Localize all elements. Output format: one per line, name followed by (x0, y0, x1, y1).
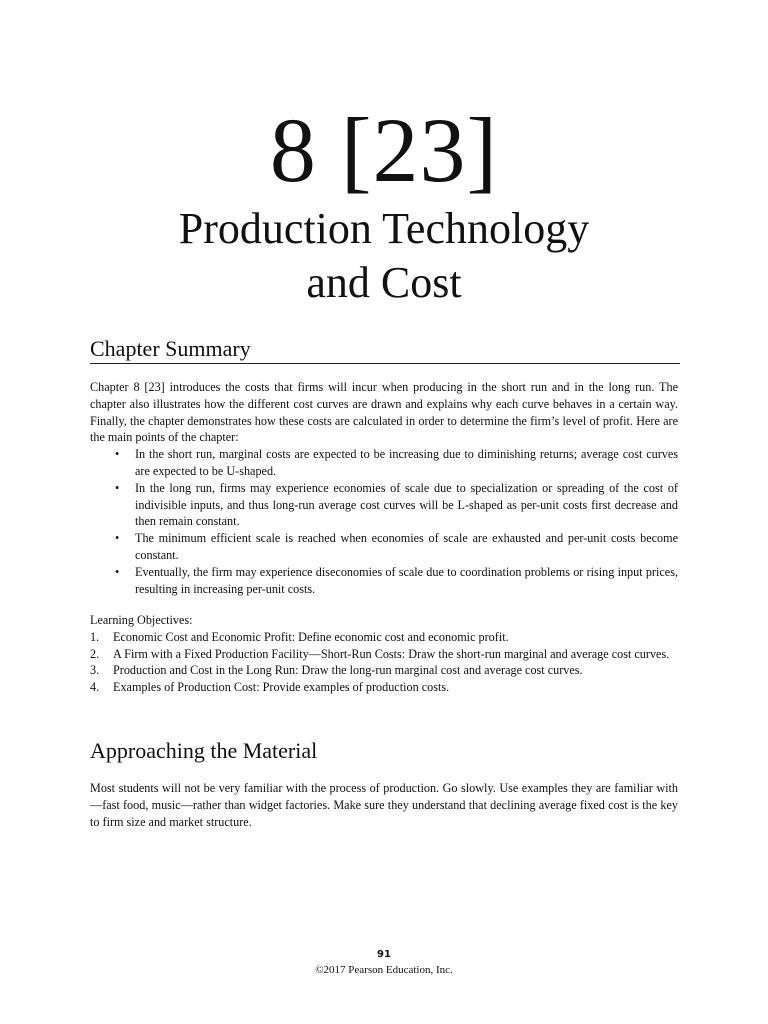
bullet-icon: • (115, 480, 120, 495)
chapter-title (0, 202, 768, 310)
bullet-icon: • (115, 564, 120, 579)
chapter-number: 8 [23] (269, 99, 499, 201)
learning-objectives-section (90, 612, 678, 696)
learning-objective-item (90, 629, 678, 646)
learning-objective-number: 3. (90, 663, 100, 678)
chapter-summary-heading: Chapter Summary (90, 336, 680, 364)
learning-objective-number: 2. (90, 646, 100, 661)
learning-objective-item (90, 662, 678, 679)
summary-point-text: Eventually, the firm may experience diseconomies of scale due to coordination problems or rising input prices, resulting in increasing per-unit costs. (135, 564, 678, 596)
bullet-icon: • (115, 531, 120, 546)
learning-objective-number: 4. (90, 680, 100, 695)
learning-objectives-heading: Learning Objectives: (90, 613, 193, 627)
learning-objective-text: Economic Cost and Economic Profit: Define economic cost and economic profit. (113, 629, 509, 644)
summary-point-text: In the short run, marginal costs are expected to be increasing due to diminishing returns; average cost curves are expected to be U-shaped. (135, 447, 678, 478)
learning-objective-text: Examples of Production Cost: Provide examples of production costs. (113, 680, 450, 695)
summary-point (90, 530, 678, 564)
learning-objective-item (90, 679, 678, 696)
summary-main-points (90, 446, 678, 597)
chapter-title-line-2: and Cost (306, 258, 462, 307)
summary-point (90, 480, 678, 530)
approaching-material-section (90, 780, 678, 830)
learning-objectives-list (90, 629, 678, 696)
chapter-summary-section (90, 379, 678, 597)
learning-objective-text: A Firm with a Fixed Production Facility—Short-Run Costs: Draw the short-run marginal and average cost curves. (113, 646, 670, 661)
chapter-title-line-1: Production Technology (178, 204, 590, 253)
page-number: 91 (377, 949, 391, 960)
approaching-material-paragraph: Most students will not be very familiar with the process of production. Go slowly. Use examples they are familiar with—fast food, music—rather than widget factories. Make sure they understand that declining average fixed cost is the key to firm size and market structure. (90, 781, 678, 829)
learning-objective-item (90, 646, 678, 663)
learning-objective-number: 1. (90, 629, 100, 644)
copyright-notice: ©2017 Pearson Education, Inc. (315, 964, 453, 976)
summary-point (90, 564, 678, 598)
summary-intro-paragraph: Chapter 8 [23] introduces the costs that firms will incur when producing in the short run and in the long run. The chapter also illustrates how the different cost curves are drawn and explains why each curve behaves in a certain way. Finally, the chapter demonstrates how these costs are calculated in order to determine the firm’s level of profit. Here are the main points of the chapter: (90, 380, 678, 445)
summary-point-text: The minimum efficient scale is reached when economies of scale are exhausted and per-unit costs become constant. (135, 531, 678, 562)
learning-objective-text: Production and Cost in the Long Run: Draw the long-run marginal cost and average cost curves. (113, 663, 583, 678)
approaching-material-heading: Approaching the Material (90, 738, 318, 763)
summary-point (90, 446, 678, 480)
bullet-icon: • (115, 447, 120, 462)
summary-point-text: In the long run, firms may experience economies of scale due to specialization or spreading of the cost of indivisible inputs, and thus long-run average cost curves will be L-shaped as per-unit costs first decrease and then remain constant. (135, 480, 678, 529)
